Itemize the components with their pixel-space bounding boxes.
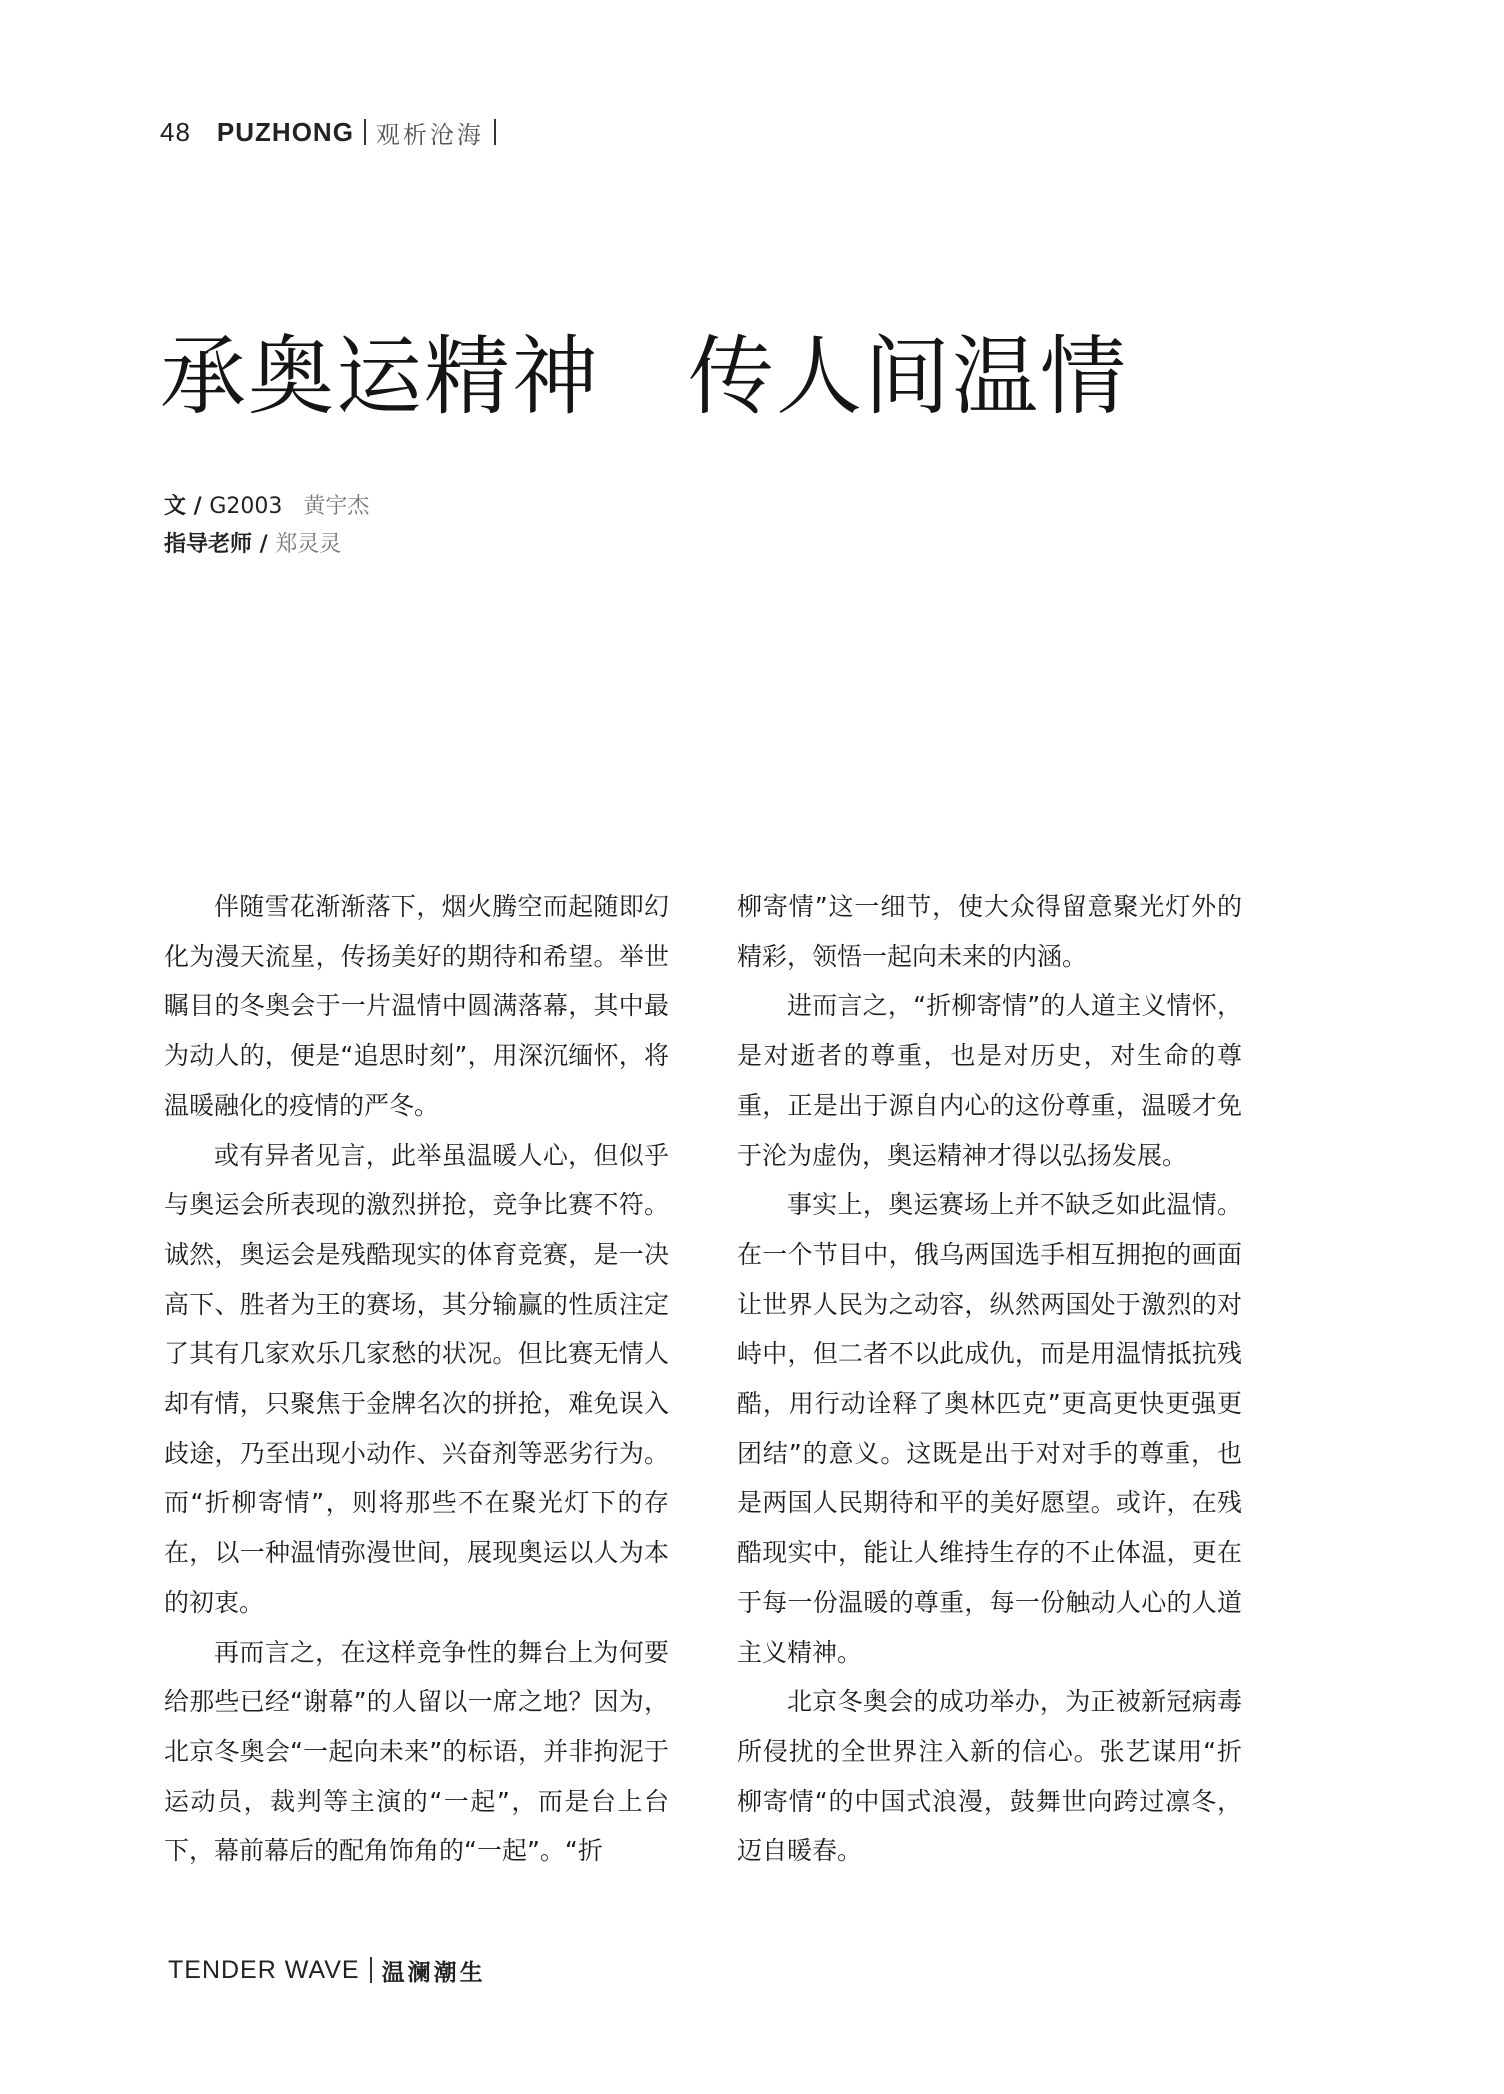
body-column-right (737, 882, 1242, 1876)
page-footer (168, 1952, 486, 1988)
paragraph: 进而言之，“折柳寄情”的人道主义情怀，是对逝者的尊重，也是对历史，对生命的尊重，正是出于源自内心的这份尊重，温暖才免于沦为虚伪，奥运精神才得以弘扬发展。 (737, 991, 1242, 1170)
page-header (160, 112, 506, 152)
paragraph: 北京冬奥会的成功举办，为正被新冠病毒所侵扰的全世界注入新的信心。张艺谋用“折柳寄情“的中国式浪漫，鼓舞世向跨过凛冬，迈自暖春。 (737, 1687, 1242, 1866)
section-name: 观析沧海 (375, 120, 484, 149)
advisor-name: 郑灵灵 (275, 532, 342, 557)
author-code: G2003 (209, 494, 283, 519)
advisor-label: 指导老师 / (164, 532, 276, 557)
footer-title-english: TENDER WAVE (168, 1955, 360, 1984)
header-divider (364, 119, 366, 145)
paragraph-continuation: 柳寄情”这一细节，使大众得留意聚光灯外的精彩，领悟一起向未来的内涵。 (737, 892, 1242, 971)
footer-title-chinese: 温澜潮生 (381, 1959, 486, 1986)
footer-divider (370, 1957, 372, 1983)
advisor-line (164, 526, 369, 564)
author-name: 黄宇杰 (303, 494, 370, 519)
paragraph: 事实上，奥运赛场上并不缺乏如此温情。在一个节目中，俄乌两国选手相互拥抱的画面让世界人民为之动容，纵然两国处于激烈的对峙中，但二者不以此成仇，而是用温情抵抗残酷，用行动诠释了奥林匹克”更高更快更强更团结”的意义。这既是出于对对手的尊重，也是两国人民期待和平的美好愿望。或许，在残酷现实中，能让人维持生存的不止体温，更在于每一份温暖的尊重，每一份触动人心的人道主义精神。 (737, 1190, 1242, 1667)
author-line (164, 488, 369, 526)
paragraph: 或有异者见言，此举虽温暖人心，但似乎与奥运会所表现的激烈拼抢，竞争比赛不符。诚然，奥运会是残酷现实的体育竞赛，是一决高下、胜者为王的赛场，其分输赢的性质注定了其有几家欢乐几家愁的状况。但比赛无情人却有情，只聚焦于金牌名次的拼抢，难免误入歧途，乃至出现小动作、兴奋剂等恶劣行为。而“折柳寄情”，则将那些不在聚光灯下的存在，以一种温情弥漫世间，展现奥运以人为本的初衷。 (164, 1140, 669, 1617)
page-number: 48 (160, 116, 191, 147)
paragraph: 伴随雪花渐渐落下，烟火腾空而起随即幻化为漫天流星，传扬美好的期待和希望。举世瞩目的冬奥会于一片温情中圆满落幕，其中最为动人的，便是“追思时刻”，用深沉缅怀，将温暖融化的疫情的严冬。 (164, 892, 669, 1120)
header-divider-end (494, 119, 496, 145)
byline (164, 488, 369, 564)
paragraph: 再而言之，在这样竞争性的舞台上为何要给那些已经“谢幕”的人留以一席之地？因为，北京冬奥会“一起向未来”的标语，并非拘泥于运动员，裁判等主演的“一起”，而是台上台下，幕前幕后的配角饰角的“一起”。“折 (164, 1637, 669, 1866)
body-column-left (164, 882, 669, 1876)
author-label: 文 / (164, 494, 210, 519)
magazine-brand: PUZHONG (216, 116, 354, 147)
article-title: 承奥运精神 传人间温情 (160, 327, 1128, 427)
